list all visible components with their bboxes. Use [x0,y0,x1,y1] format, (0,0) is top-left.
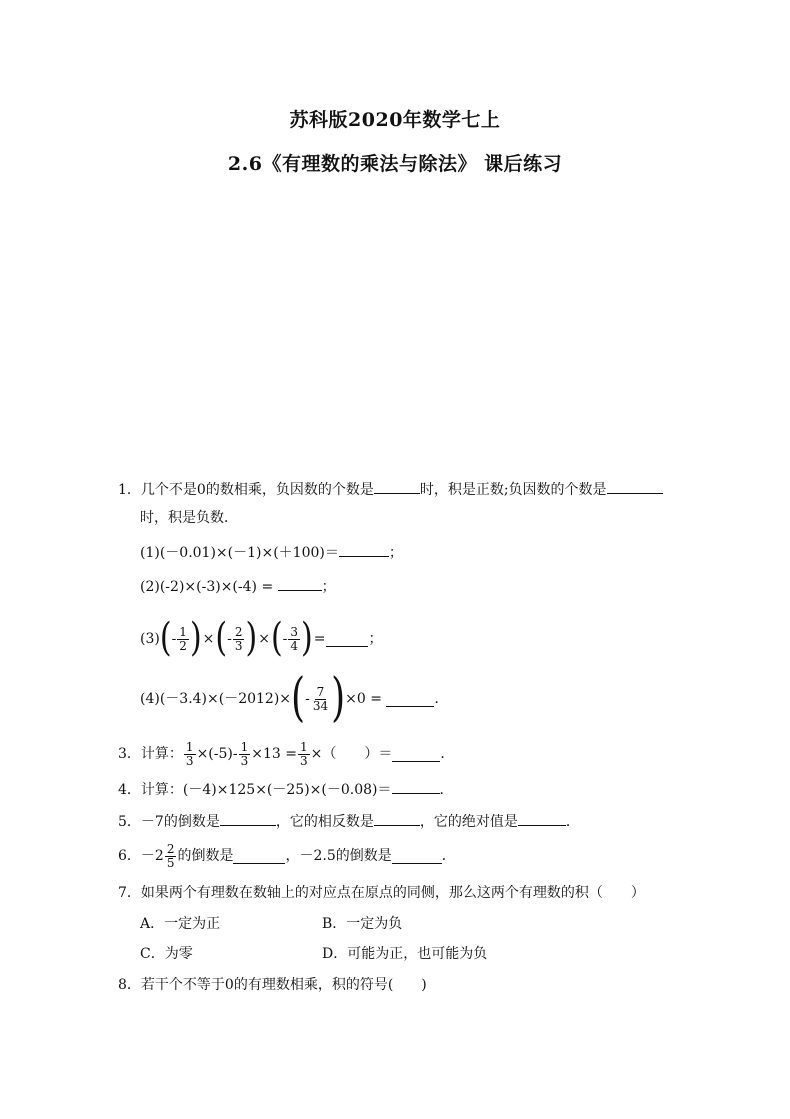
q2-3-factor-3 [270,615,313,662]
q6-blank-2[interactable] [392,849,442,864]
equals-sign: = [313,631,326,647]
q2-2-end: ； [321,579,336,595]
q2-3-factor-1 [159,615,202,662]
times-sign: × [202,631,215,647]
denominator: 2 [179,638,187,653]
q5-blank-2[interactable] [374,811,420,826]
denominator: 3 [299,753,308,768]
q1-blank-2[interactable] [607,479,663,494]
q7-option-b[interactable]: B．一定为负 [322,916,403,932]
q5-b: ，它的相反数是 [275,814,374,830]
q2-3-blank[interactable] [326,632,368,647]
q2-2-blank[interactable] [278,576,322,591]
q5-blank-3[interactable] [518,811,566,826]
q2-3-sign-3: - [282,631,288,647]
right-paren: ) [245,615,258,662]
q3-middle-2: ×13 = [251,746,297,762]
left-paren: ( [291,668,306,728]
q6-blank-1[interactable] [233,849,285,864]
numerator: 1 [179,624,187,639]
denominator: 34 [312,698,329,713]
q1-blank-1[interactable] [374,479,420,494]
q5-a: 5．－7的倒数是 [118,814,220,830]
q3-blank[interactable] [392,747,440,762]
q3-middle-1: ×(-5)- [196,746,238,762]
q3-middle-3: ×（ ）＝ [310,746,393,762]
q7-option-c[interactable]: C．为零 [140,946,193,962]
denominator: 3 [240,753,249,768]
q7-option-d[interactable]: D．可能为正，也可能为负 [322,946,488,962]
q4-blank[interactable] [392,779,440,794]
q6-end: ． [441,848,456,864]
q2-3-factor-2 [215,615,258,662]
q2-1-blank[interactable] [339,542,389,557]
denominator: 3 [234,638,243,653]
q2-1-end: ； [388,545,403,561]
numerator: 2 [234,624,243,639]
q2-4-blank[interactable] [386,692,434,707]
title-line-2: 2.6《有理数的乘法与除法》 课后练习 [227,153,563,175]
q2-4-text: (4)(－3.4)×(－2012)× [140,691,292,707]
q2-2-expr: (-2)×(-3)×(-4) = [159,579,274,595]
denominator: 5 [166,855,175,870]
q2-3-fraction-1 [177,626,189,653]
q2-4-end: ． [434,691,449,707]
right-paren: ) [301,615,313,662]
q1-text-a: 1．几个不是0的数相乘，负因数的个数是 [118,482,374,498]
numerator: 2 [166,841,175,856]
left-paren: ( [270,615,283,662]
numerator: 1 [299,739,308,754]
q3-end: ． [440,746,455,762]
q5-c: ，它的绝对值是 [419,814,518,830]
q6-fraction [165,843,177,870]
q2-4-tail: ×0 = [345,691,382,707]
question-2-3 [140,615,383,662]
q2-4-factor [291,668,346,728]
q6-b: 的倒数是 [177,848,234,864]
q3-fraction-3 [298,741,310,768]
q2-3-label: (3) [140,631,160,647]
q1-continuation: 时，积是负数． [140,510,238,526]
right-paren: ) [331,668,346,728]
q4-text: 4．计算：(－4)×125×(－25)×(－0.08)＝ [118,782,392,798]
q2-2-label: (2) [140,579,160,595]
q3-fraction-1 [184,741,196,768]
q2-3-sign-2: - [227,631,232,647]
question-7-stem: 7．如果两个有理数在数轴上的对应点在原点的同侧，那么这两个有理数的积（ ） [118,885,645,901]
q2-3-fraction-3 [288,626,300,653]
right-paren: ) [189,615,202,662]
q2-4-sign: - [305,691,310,707]
q2-3-sign-1: - [171,631,177,647]
q2-4-fraction [311,686,330,713]
title-line-1: 苏科版2020年数学七上 [289,109,501,131]
denominator: 4 [290,638,299,653]
numerator: 1 [185,739,194,754]
q3-lead: 3．计算： [118,746,183,762]
q7-option-a[interactable]: A．一定为正 [140,916,221,932]
question-2-4 [140,668,449,728]
question-2-1 [140,542,403,562]
q2-1-text: (1)(－0.01)×(－1)×(＋100)＝ [140,545,339,561]
q5-end: ． [565,814,580,830]
times-sign: × [258,631,270,647]
q2-3-end: ； [368,631,383,647]
question-5 [118,811,580,831]
numerator: 3 [290,624,299,639]
q2-3-fraction-2 [233,626,245,653]
left-paren: ( [159,615,172,662]
question-1 [118,479,663,499]
q6-c: ，－2.5的倒数是 [285,848,392,864]
question-4 [118,779,454,799]
q3-fraction-2 [239,741,251,768]
q1-text-b: 时，积是正数;负因数的个数是 [419,482,607,498]
question-8-stem: 8．若干个不等于0的有理数相乘，积的符号( ) [118,977,427,993]
question-3 [118,736,454,772]
numerator: 1 [240,739,249,754]
left-paren: ( [215,615,228,662]
q5-blank-1[interactable] [220,811,276,826]
numerator: 7 [316,684,325,699]
question-6 [118,837,456,875]
question-2-2 [140,576,336,596]
q4-end: ． [439,782,454,798]
q6-a: 6．－2 [118,848,164,864]
denominator: 3 [185,753,194,768]
